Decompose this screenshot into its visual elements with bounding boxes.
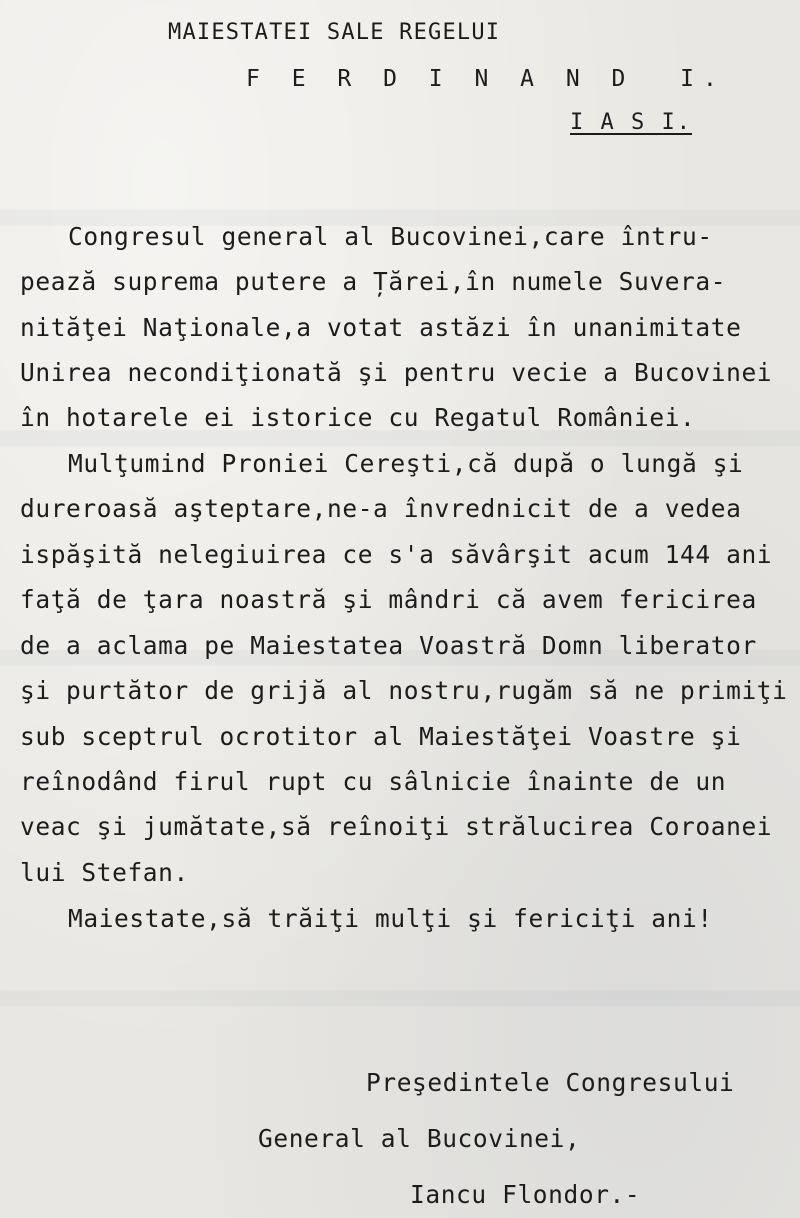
body-line-4: Unirea necondiţionată şi pentru vecie a Bucovinei [20, 358, 773, 387]
heading-place: I A S I. [570, 110, 692, 135]
body-line-10: de a aclama pe Maiestatea Voastră Domn liberator [20, 631, 757, 660]
body-line-1: Congresul general al Bucovinei,care întru- [68, 222, 713, 251]
body-line-9: faţă de ţara noastră şi mândri că avem fericirea [20, 585, 757, 614]
heading-line-1: MAIESTATEI SALE REGELUI [168, 20, 501, 45]
body-line-3: nităţei Naţionale,a votat astăzi în unanimitate [20, 313, 742, 342]
body-line-15: lui Stefan. [20, 858, 189, 887]
body-line-7: dureroasă aşteptare,ne-a învrednicit de a vedea [20, 494, 742, 523]
signature-line-1: Preşedintele Congresului [366, 1068, 735, 1097]
signature-line-2: General al Bucovinei, [258, 1124, 581, 1153]
heading-line-2: F E R D I N A N D I. [246, 66, 726, 92]
body-line-2: pează suprema putere a Țărei,în numele Suvera- [20, 267, 727, 296]
body-line-16: Maiestate,să trăiţi mulţi şi fericiţi ani! [68, 904, 713, 933]
body-line-13: reînodând firul rupt cu sâlnicie înainte de un [20, 767, 727, 796]
body-line-6: Mulţumind Proniei Cereşti,că după o lungă şi [68, 449, 744, 478]
body-line-11: şi purtător de grijă al nostru,rugăm să ne primiţi [20, 676, 788, 705]
body-line-14: veac şi jumătate,să reînoiţi strălucirea Coroanei [20, 812, 773, 841]
signature-line-3: Iancu Flondor.- [410, 1180, 641, 1209]
body-line-5: în hotarele ei istorice cu Regatul României. [20, 403, 696, 432]
body-line-12: sub sceptrul ocrotitor al Maiestăţei Voastre şi [20, 722, 742, 751]
body-line-8: ispăşită nelegiuirea ce s'a săvârşit acum 144 ani [20, 540, 773, 569]
bleed-band [0, 990, 800, 1006]
